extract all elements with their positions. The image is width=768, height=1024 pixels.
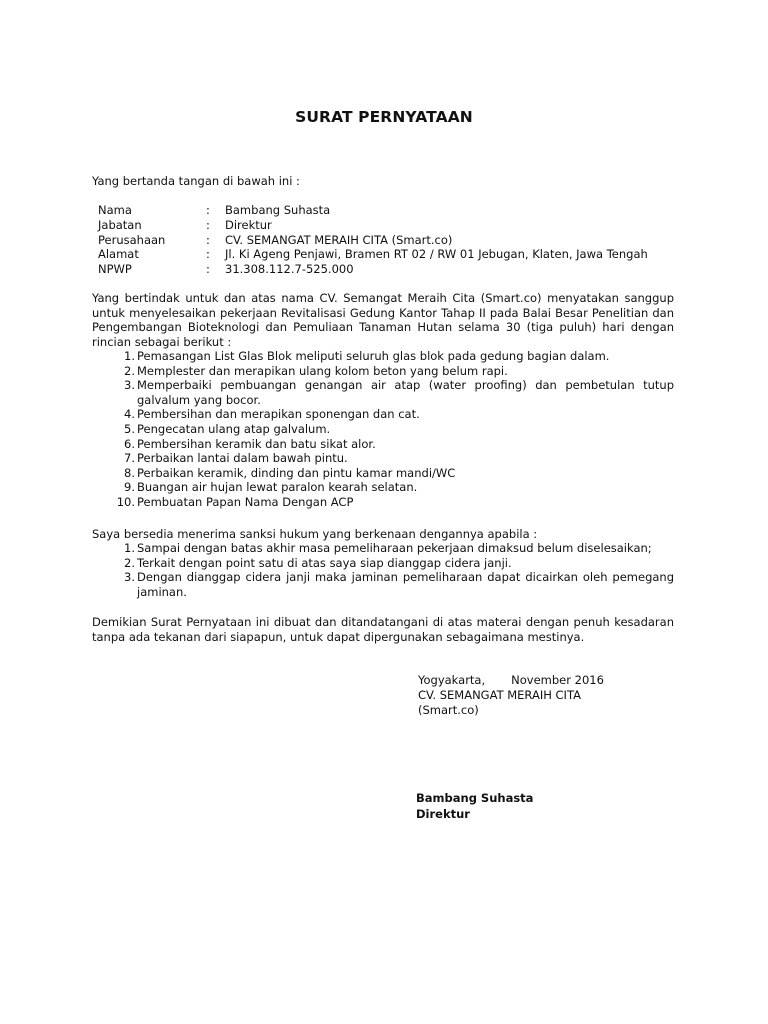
list-item — [92, 466, 674, 481]
list-text: Pembuatan Papan Nama Dengan ACP — [137, 494, 354, 509]
list-item — [92, 480, 674, 495]
identity-label: Nama — [98, 203, 132, 217]
list-number: 2. — [124, 555, 135, 570]
list-item — [92, 349, 674, 364]
list-text: Terkait dengan point satu di atas saya siap dianggap cidera janji. — [137, 555, 512, 570]
list-text: Dengan dianggap cidera janji maka jaminan pemeliharaan dapat dicairkan oleh pemegang jaminan. — [137, 570, 674, 599]
sanction-intro: Saya bersedia menerima sanksi hukum yang berkenaan dengannya apabila : — [92, 527, 538, 541]
list-item — [92, 541, 674, 556]
list-number: 2. — [124, 363, 135, 378]
list-text: Pembersihan keramik dan batu sikat alor. — [137, 436, 376, 451]
list-number: 6. — [124, 436, 135, 451]
list-number: 3. — [124, 570, 135, 585]
list-text: Perbaikan lantai dalam bawah pintu. — [137, 451, 348, 466]
list-item — [92, 364, 674, 379]
list-number: 5. — [124, 421, 135, 436]
document-title: SURAT PERNYATAAN — [295, 108, 473, 126]
place-date — [418, 673, 604, 688]
identity-value: 31.308.112.7-525.000 — [225, 262, 354, 277]
list-number: 9. — [124, 480, 135, 495]
signer-name: Bambang Suhasta — [416, 791, 534, 805]
sanction-list — [92, 541, 674, 599]
list-item — [92, 378, 674, 407]
identity-value: Bambang Suhasta — [225, 203, 331, 217]
list-item — [92, 495, 674, 510]
company-name: CV. SEMANGAT MERAIH CITA — [418, 688, 581, 702]
identity-label: NPWP — [98, 262, 132, 277]
list-item — [92, 407, 674, 422]
identity-colon: : — [206, 232, 210, 247]
list-text: Perbaikan keramik, dinding dan pintu kamar mandi/WC — [137, 465, 456, 480]
list-number: 1. — [124, 541, 135, 555]
list-number: 1. — [124, 349, 135, 363]
list-number: 8. — [124, 465, 135, 480]
list-text: Sampai dengan batas akhir masa pemeliharaan pekerjaan dimaksud belum diselesaikan; — [137, 541, 652, 555]
date: November 2016 — [511, 673, 604, 687]
signature-block — [418, 673, 604, 718]
signer-position: Direktur — [416, 807, 470, 821]
list-number: 3. — [124, 378, 135, 393]
identity-colon: : — [206, 217, 210, 232]
identity-colon: : — [206, 203, 210, 217]
signer — [416, 790, 533, 822]
closing-paragraph: Demikian Surat Pernyataan ini dibuat dan ditandatangani di atas materai dengan penuh kesadaran tanpa ada tekanan dari siapapun, untuk dapat dipergunakan sebagaimana mestinya. — [92, 615, 674, 644]
list-number: 10. — [116, 494, 135, 509]
identity-value: CV. SEMANGAT MERAIH CITA (Smart.co) — [225, 232, 453, 247]
company-short-name: (Smart.co) — [418, 703, 479, 717]
identity-value: Jl. Ki Ageng Penjawi, Bramen RT 02 / RW 01 Jebugan, Klaten, Jawa Tengah — [225, 247, 648, 262]
task-list — [92, 349, 674, 510]
list-item — [92, 556, 674, 571]
list-item — [92, 422, 674, 437]
list-text: Pengecatan ulang atap galvalum. — [137, 421, 331, 436]
identity-colon: : — [206, 262, 210, 277]
list-text: Pembersihan dan merapikan sponengan dan cat. — [137, 407, 420, 422]
identity-label: Perusahaan — [98, 232, 166, 247]
intro-text: Yang bertanda tangan di bawah ini : — [92, 174, 300, 188]
list-text: Memplester dan merapikan ulang kolom beton yang belum rapi. — [137, 363, 508, 378]
list-text: Pemasangan List Glas Blok meliputi seluruh glas blok pada gedung bagian dalam. — [137, 349, 610, 363]
list-number: 7. — [124, 451, 135, 466]
list-item — [92, 437, 674, 452]
list-item — [92, 570, 674, 599]
list-text: Buangan air hujan lewat paralon kearah selatan. — [137, 480, 418, 495]
identity-colon: : — [206, 247, 210, 262]
identity-label: Alamat — [98, 247, 139, 262]
identity-label: Jabatan — [98, 217, 142, 232]
list-number: 4. — [124, 407, 135, 422]
list-text: Memperbaiki pembuangan genangan air atap (water proofing) dan pembetulan tutup galvalum yang bocor. — [137, 378, 674, 407]
statement-paragraph: Yang bertindak untuk dan atas nama CV. Semangat Meraih Cita (Smart.co) menyatakan sanggup untuk menyelesaikan pekerjaan Revitalisasi Gedung Kantor Tahap II pada Balai Besar Penelitian dan Pengembangan Bioteknologi dan Pemuliaan Tanaman Hutan selama 30 (tiga puluh) hari dengan rincian sebagai berikut : — [92, 291, 674, 350]
identity-value: Direktur — [225, 217, 272, 232]
place: Yogyakarta, — [418, 673, 486, 687]
list-item — [92, 451, 674, 466]
